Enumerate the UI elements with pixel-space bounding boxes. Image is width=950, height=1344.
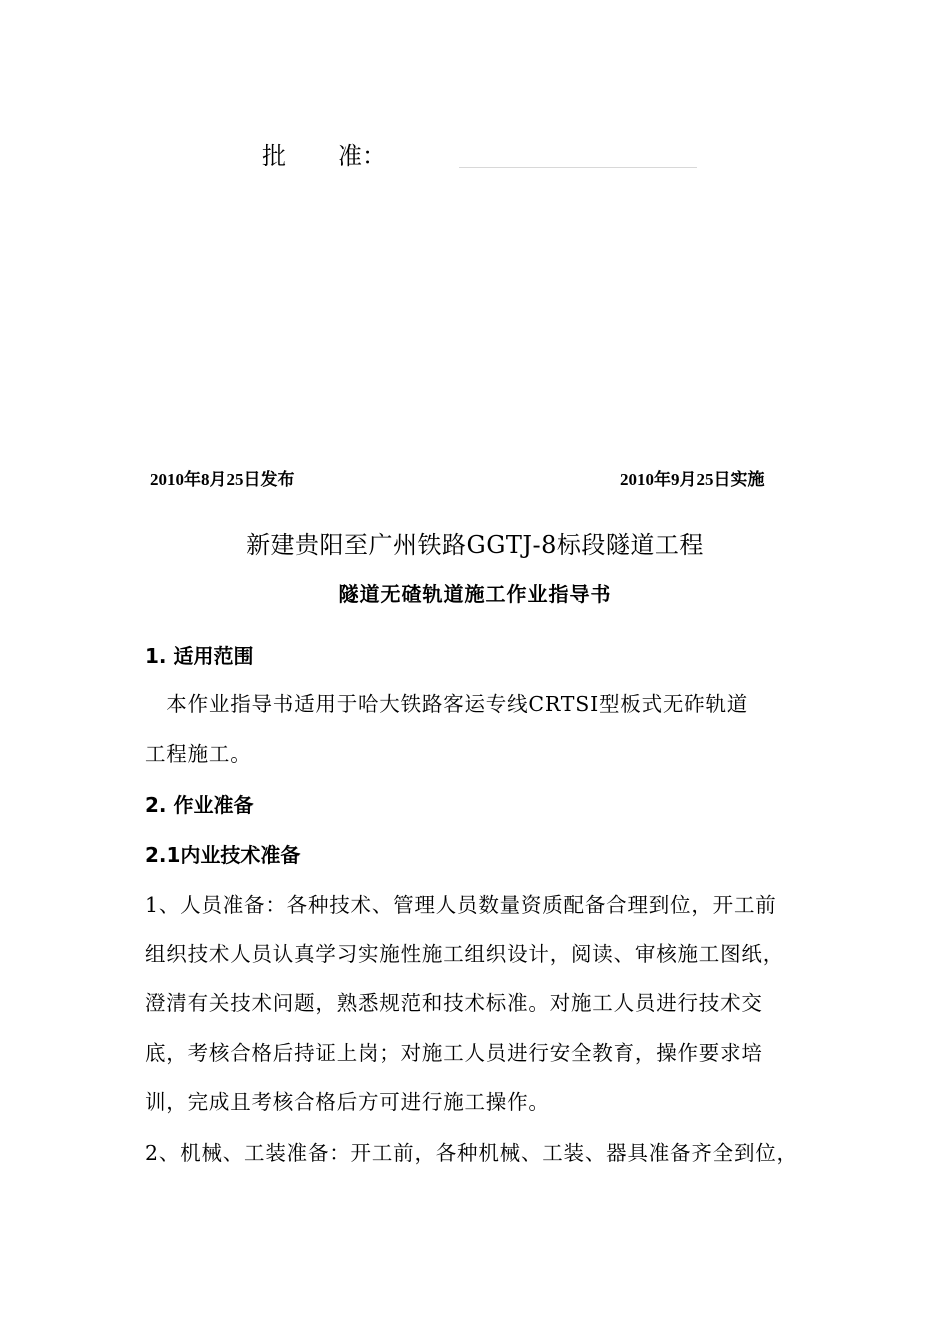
approval-label (262, 136, 386, 171)
section-1-line: 工程施工。 (145, 742, 252, 766)
section-2-1-heading: 2.1内业技术准备 (145, 843, 301, 867)
document-title: 新建贵阳至广州铁路GGTJ-8标段隧道工程 (246, 531, 704, 559)
section-2-1-line: 2、机械、工装准备：开工前，各种机械、工装、器具准备齐全到位， (145, 1141, 798, 1165)
section-1-heading: 1. 适用范围 (145, 644, 254, 668)
publish-date: 2010年8月25日发布 (150, 470, 295, 489)
section-2-1-line: 澄清有关技术问题，熟悉规范和技术标准。对施工人员进行技术交 (145, 991, 763, 1015)
approval-label-left: 批 (262, 142, 286, 170)
approval-signature-line (459, 167, 697, 168)
section-2-1-line: 1、人员准备：各种技术、管理人员数量资质配备合理到位，开工前 (145, 893, 777, 917)
section-2-1-line: 组织技术人员认真学习实施性施工组织设计，阅读、审核施工图纸， (145, 942, 784, 966)
section-2-1-line: 训，完成且考核合格后方可进行施工操作。 (145, 1090, 550, 1114)
section-2-1-line: 底，考核合格后持证上岗；对施工人员进行安全教育，操作要求培 (145, 1041, 763, 1065)
approval-label-right: 准： (338, 142, 386, 170)
section-1-line: 本作业指导书适用于哈大铁路客运专线CRTSⅠ型板式无砟轨道 (145, 692, 749, 716)
effective-date: 2010年9月25日实施 (620, 470, 765, 489)
document-subtitle: 隧道无碴轨道施工作业指导书 (338, 582, 612, 606)
section-2-heading: 2. 作业准备 (145, 793, 254, 817)
